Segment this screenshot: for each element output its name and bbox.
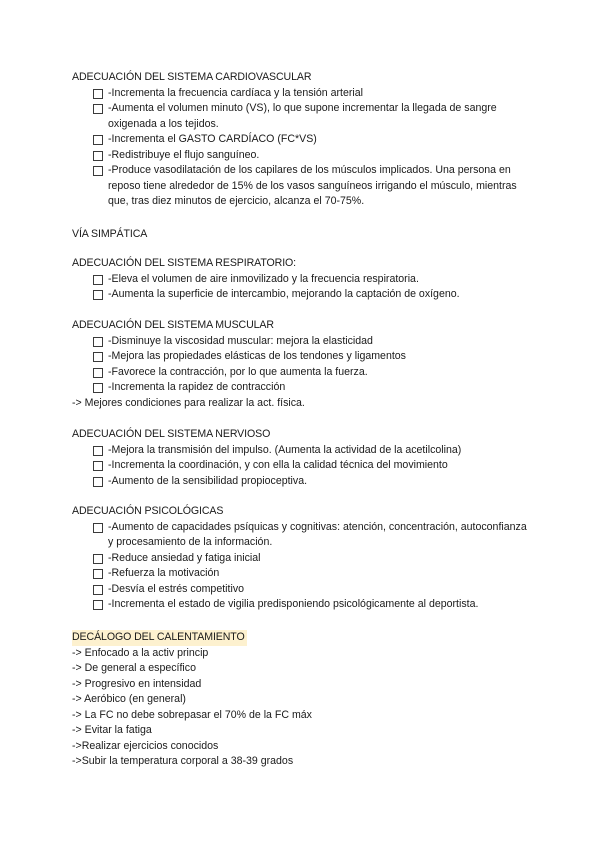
item-text: -Aumento de la sensibilidad propioceptiva. [108,474,308,487]
checkbox[interactable] [93,383,103,393]
section-cardiovascular [72,70,532,210]
checkbox[interactable] [93,337,103,347]
checkbox[interactable] [93,352,103,362]
checklist-item [72,551,532,567]
checkbox[interactable] [93,569,103,579]
checkbox[interactable] [93,585,103,595]
checkbox[interactable] [93,135,103,145]
checklist [72,86,532,210]
checklist [72,272,532,303]
checkbox[interactable] [93,275,103,285]
item-text: -Produce vasodilatación de los capilares de los músculos implicados. Una persona en reposo tiene alrededor de 15% de los vasos sanguíneos irrigando el músculo, mientras que, tras diez minutos de ejercicio, alcanza el 70-75%. [108,164,517,207]
decalogo-line: -> Aeróbico (en general) [72,693,186,705]
checklist-item [72,443,532,459]
decalogo-line: -> Progresivo en intensidad [72,677,202,690]
section-title: VÍA SIMPÁTICA [72,228,148,240]
checklist-item [72,101,532,132]
item-text: -Aumenta el volumen minuto (VS), lo que supone incrementar la llegada de sangre oxigenada a los tejidos. [108,102,497,130]
section-title: ADECUACIÓN DEL SISTEMA RESPIRATORIO: [72,257,297,269]
item-text: -Incrementa la coordinación, y con ella la calidad técnica del movimiento [108,459,448,471]
item-text: -Eleva el volumen de aire inmovilizado y la frecuencia respiratoria. [108,272,419,285]
section-nervioso [72,427,532,489]
section-note: -> Mejores condiciones para realizar la act. física. [72,396,305,409]
checklist-item [72,287,532,303]
decalogo-line: -> De general a específico [72,662,196,674]
checkbox[interactable] [93,600,103,610]
checkbox[interactable] [93,104,103,114]
checklist-item [72,334,532,350]
item-text: -Aumento de capacidades psíquicas y cognitivas: atención, concentración, autoconfianza y procesamiento de la información. [108,520,527,548]
checkbox[interactable] [93,151,103,161]
decalogo-line: -> Evitar la fatiga [72,724,152,736]
checkbox[interactable] [93,89,103,99]
item-text: -Aumenta la superficie de intercambio, mejorando la captación de oxígeno. [108,288,460,300]
checklist-item [72,520,532,551]
checklist-item [72,86,532,102]
checkbox[interactable] [93,477,103,487]
section-title-wrap [72,630,532,646]
section-via-simpatica [72,227,532,243]
section-title: ADECUACIÓN DEL SISTEMA NERVIOSO [72,428,271,440]
decalogo-line: ->Realizar ejercicios conocidos [72,739,219,752]
section-title: ADECUACIÓN DEL SISTEMA MUSCULAR [72,319,274,331]
section-respiratorio [72,256,532,303]
decalogo-line: ->Subir la temperatura corporal a 38-39 grados [72,755,294,767]
checkbox[interactable] [93,554,103,564]
section-title: ADECUACIÓN DEL SISTEMA CARDIOVASCULAR [72,71,312,83]
item-text: -Mejora las propiedades elásticas de los tendones y ligamentos [108,350,406,362]
checkbox[interactable] [93,368,103,378]
section-muscular [72,318,532,411]
checkbox[interactable] [93,523,103,533]
checklist [72,334,532,396]
checkbox[interactable] [93,461,103,471]
checklist-item [72,582,532,598]
highlighted-title: DECÁLOGO DEL CALENTAMIENTO [72,630,247,646]
checklist-item [72,597,532,613]
decalogo-line: -> La FC no debe sobrepasar el 70% de la FC máx [72,708,312,721]
checkbox[interactable] [93,166,103,176]
checkbox[interactable] [93,290,103,300]
checklist [72,520,532,613]
item-text: -Redistribuye el flujo sanguíneo. [108,148,260,161]
checklist-item [72,458,532,474]
checklist-item [72,365,532,381]
section-psicologicas [72,504,532,613]
item-text: -Incrementa el estado de vigilia predisponiendo psicológicamente al deportista. [108,598,479,610]
item-text: -Incrementa la frecuencia cardíaca y la tensión arterial [108,86,363,99]
item-text: -Favorece la contracción, por lo que aumenta la fuerza. [108,365,368,378]
decalogo-line: -> Enfocado a la activ princip [72,646,209,659]
section-title: ADECUACIÓN PSICOLÓGICAS [72,505,224,517]
checklist [72,443,532,490]
item-text: -Mejora la transmisión del impulso. (Aumenta la actividad de la acetilcolina) [108,443,462,456]
checklist-item [72,474,532,490]
checklist-item [72,566,532,582]
checklist-item [72,380,532,396]
item-text: -Desvía el estrés competitivo [108,582,245,595]
item-text: -Reduce ansiedad y fatiga inicial [108,551,261,564]
checklist-item [72,349,532,365]
checklist-item [72,163,532,210]
item-text: -Disminuye la viscosidad muscular: mejora la elasticidad [108,334,373,347]
checklist-item [72,148,532,164]
checkbox[interactable] [93,446,103,456]
item-text: -Incrementa la rapidez de contracción [108,381,286,393]
item-text: -Incrementa el GASTO CARDÍACO (FC*VS) [108,133,317,145]
section-decalogo [72,630,532,770]
item-text: -Refuerza la motivación [108,567,220,579]
checklist-item [72,272,532,288]
checklist-item [72,132,532,148]
